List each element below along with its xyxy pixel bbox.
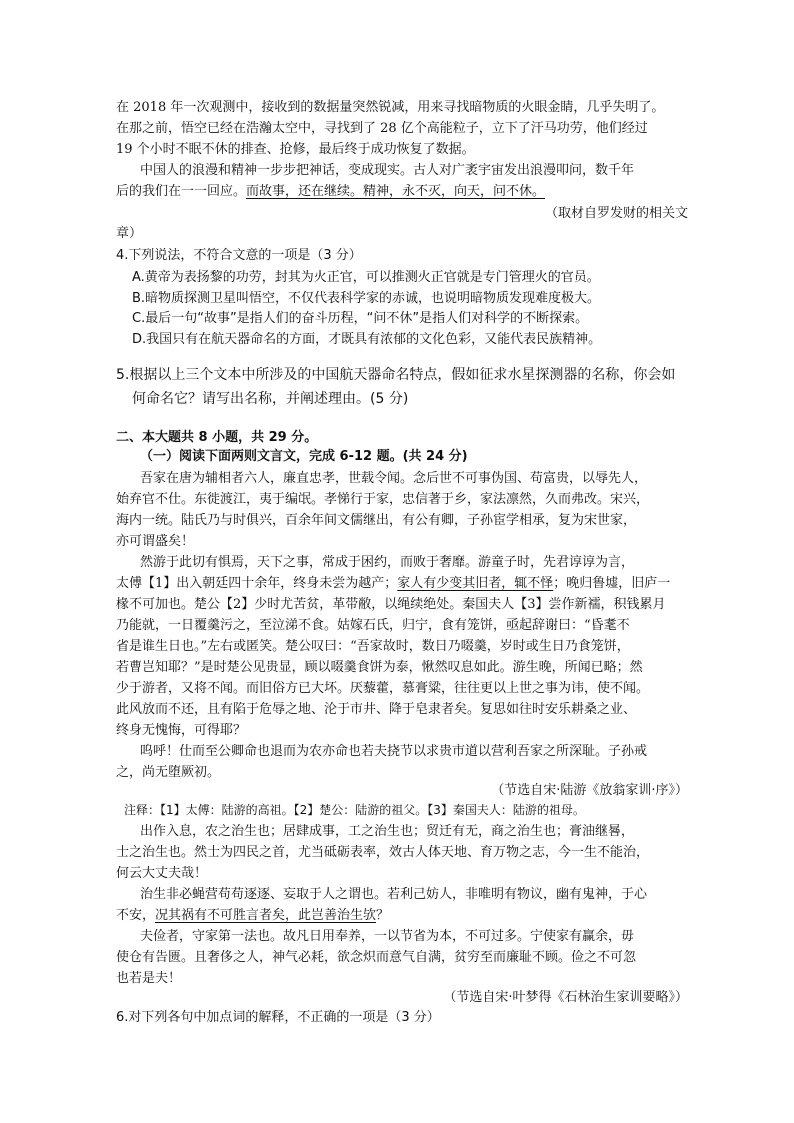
classical-text-line: 吾家在唐为辅相者六人，廉直忠孝，世载令闻。念后世不可事伪国、苟富贵，以辱先人， (140, 471, 648, 486)
classical-text-line: 终身无愧悔，可得耶？ (116, 723, 247, 738)
classical-text-line: 少于游者，又将不闻。而旧俗方已大坏。厌藜藿，慕膏粱，往往更以上世之事为讳，使不闻。 (116, 681, 650, 696)
question-4-option-c: C.最后一句“故事”是指人们的奋斗历程，“问不休”是指人们对科学的不断探索。 (132, 311, 589, 326)
classical-text-line: 呜呼！仕而至公卿命也退而为农亦命也若夫挠节以求贵市道以营利吾家之所深耻。子孙戒 (140, 744, 648, 759)
text-line: 后的我们在一一回应。而故事，还在继续。精神，永不灭，向天，问不休。 (116, 184, 546, 199)
footnotes: 注释：【1】太傅：陆游的高祖。【2】楚公：陆游的祖父。【3】秦国夫人：陆游的祖母。 (124, 803, 585, 817)
classical-text-line: 太傅【1】出入朝廷四十余年，终身未尝为越产；家人有少变其旧者，辄不怿；晚归鲁墟，旧庐一 (116, 576, 671, 591)
classical-text-line: 亦可谓盛矣！ (116, 534, 195, 549)
question-4-stem: 4.下列说法，不符合文意的一项是（3 分） (116, 248, 362, 263)
text-line: 19 个小时不眠不休的排查、抢修，最后终于成功恢复了数据。 (116, 142, 475, 157)
source-citation: （节选自宋·陆游《放翁家训·序》） (491, 783, 688, 798)
classical-text-line: 乃能就，一日覆羹污之，至泣涕不食。姑嫁石氏，归宁，食有笼饼，亟起辞谢曰：“昏耄不 (116, 618, 630, 633)
underlined-sentence: 而故事，还在继续。精神，永不灭，向天，问不休。 (246, 184, 546, 199)
section-heading: 二、本大题共 8 小题，共 29 分。 (116, 430, 318, 445)
text-line: 在 2018 年一次观测中，接收到的数据量突然锐减，用来寻找暗物质的火眼金睛，几乎失明了。 (116, 100, 665, 115)
classical-text-line: 海内一统。陆氏乃与时俱兴，百余年间文儒继出，有公有卿，子孙宦学相承，复为宋世家， (116, 513, 637, 528)
classical-text-line: 椽不可加也。楚公【2】少时尤苦贫，革带敝，以绳续绝处。秦国夫人【3】尝作新襦，积钱累月 (116, 597, 666, 612)
classical-text-line: 也若是夫！ (116, 971, 182, 986)
question-4-option-a: A.黄帝为表扬黎的功劳，封其为火正官，可以推测火正官就是专门管理火的官员。 (132, 270, 600, 285)
classical-text-line: 使仓有告匮。且奢侈之人，神气必耗，欲念炽而意气自满，贫穷至而廉耻不顾。俭之不可忽 (116, 950, 637, 965)
question-4-option-d: D.我国只有在航天器命名的方面，才既具有浓郁的文化色彩，又能代表民族精神。 (132, 332, 602, 347)
classical-text-line: 然游于此切有惧焉，天下之事，常成于困约，而败于奢靡。游童子时，先君谆谆为言， (140, 555, 635, 570)
underlined-sentence: 家人有少变其旧者，辄不怿 (397, 576, 554, 591)
classical-text-line: 省是谁生日也。”左右或匿笑。楚公叹曰：“吾家故时，数日乃啜羹，岁时或生日乃食笼饼， (116, 639, 630, 654)
question-4-option-b: B.暗物质探测卫星叫悟空，不仅代表科学家的赤诚，也说明暗物质发现难度极大。 (132, 291, 601, 306)
source-citation: （节选自宋·叶梦得《石林治生家训要略》） (443, 990, 688, 1005)
source-citation: （取材自罗发财的相关文 (544, 206, 688, 221)
underlined-sentence: 况其祸有不可胜言者矣，此岂善治生欤 (155, 908, 377, 923)
classical-text-line: 始弃官不仕。东徙渡江，夷于编氓。孝悌行于家，忠信著于乡，家法凛然，久而弗改。宋兴， (116, 492, 650, 507)
text-line: 在那之前，悟空已经在浩瀚太空中，寻找到了 28 亿个高能粒子，立下了汗马功劳，他们经过 (116, 121, 648, 136)
classical-text-line: 夫俭者，守家第一法也。故凡日用奉养，一以节省为本，不可过多。宁使家有赢余，毋 (140, 929, 635, 944)
classical-text-line: 治生非必蝇营苟苟逐逐、妄取于人之谓也。若利己妨人，非唯明有物议，幽有鬼神，于心 (140, 887, 648, 902)
classical-text-line: 之，尚无堕厥初。 (116, 765, 221, 780)
classical-text-line: 出作入息，农之治生也；居肆成事，工之治生也；贸迁有无，商之治生也；膏油继晷， (140, 824, 635, 839)
question-5-line: 5.根据以上三个文本中所涉及的中国航天器命名特点，假如征求水星探测器的名称，你会如 (116, 367, 676, 383)
source-citation-cont: 章） (116, 226, 143, 241)
question-5-line: 何命名它？请写出名称，并阐述理由。(5 分) (132, 391, 409, 407)
classical-text-line: 何云大丈夫哉！ (116, 866, 208, 881)
classical-text-line: 此风放而不还，且有陷于危辱之地、沦于市井、降于皂隶者矣。复思如往时安乐耕桑之业、 (116, 702, 637, 717)
question-6-stem: 6.对下列各句中加点词的解释，不正确的一项是（3 分） (116, 1010, 440, 1025)
classical-text-line: 不安，况其祸有不可胜言者矣，此岂善治生欤？ (116, 908, 390, 923)
text-line: 中国人的浪漫和精神一步步把神话，变成现实。古人对广袤宇宙发出浪漫叩问，数千年 (140, 163, 635, 178)
classical-text-line: 若曹岂知耶？”是时楚公见贵显，顾以啜羹食饼为泰，愀然叹息如此。游生晚，所闻已略；然 (116, 660, 643, 675)
classical-text-line: 士之治生也。然士为四民之首，尤当砥砺表率，效古人体天地、育万物之志，今一生不能治， (116, 845, 650, 860)
section-subheading: （一）阅读下面两则文言文，完成 6-12 题。(共 24 分) (140, 449, 468, 464)
